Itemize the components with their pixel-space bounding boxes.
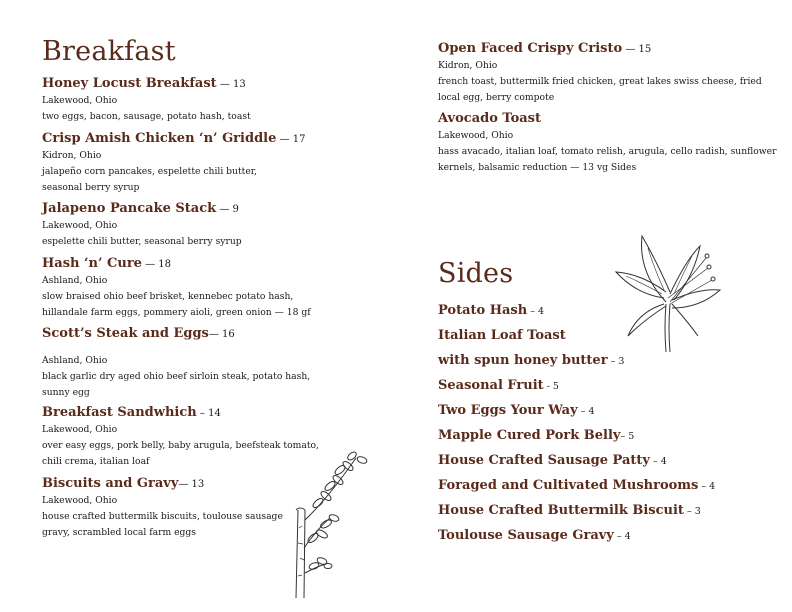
item-location: Lakewood, Ohio: [42, 220, 118, 231]
menu-item-crisp-amish-chicken: [42, 131, 305, 196]
item-price: — 15: [622, 44, 652, 55]
item-location: Ashland, Ohio: [42, 275, 108, 286]
item-description: slow braised ohio beef brisket, kennebec potato hash,: [42, 291, 294, 302]
item-description: two eggs, bacon, sausage, potato hash, toast: [42, 111, 251, 122]
leafy-branch-sketch: [278, 448, 368, 598]
item-name: Scott’s Steak and Eggs: [42, 326, 209, 341]
item-description: sunny egg: [42, 387, 90, 398]
item-price: — 9: [216, 204, 239, 215]
item-price: – 14: [196, 408, 221, 419]
item-description: kernels, balsamic reduction — 13 vg Sides: [438, 162, 637, 173]
item-description: hass avacado, italian loaf, tomato relish, arugula, cello radish, sunflower: [438, 146, 777, 157]
sides-heading: Sides: [438, 258, 514, 289]
item-name: Hash ‘n’ Cure: [42, 256, 142, 271]
menu-item-avocado-toast: [438, 111, 776, 176]
menu-item-hash-n-cure: [42, 256, 311, 321]
item-price: — 16: [208, 329, 235, 340]
item-name: Breakfast Sandwhich: [42, 405, 197, 420]
side-item: Two Eggs Your Way – 4: [438, 403, 595, 418]
item-name: Biscuits and Gravy: [42, 476, 179, 491]
item-price: — 13: [216, 79, 246, 90]
item-description: house crafted buttermilk biscuits, toulouse sausage: [42, 511, 283, 522]
item-location: Lakewood, Ohio: [42, 495, 118, 506]
menu-item-biscuits-gravy: [42, 476, 283, 541]
side-item: House Crafted Buttermilk Biscuit – 3: [438, 503, 701, 518]
menu-item-open-faced-cristo: [438, 41, 762, 106]
menu-item-honey-locust: [42, 76, 251, 125]
item-description: french toast, buttermilk fried chicken, great lakes swiss cheese, fried: [438, 76, 762, 87]
item-name: Honey Locust Breakfast: [42, 76, 217, 91]
item-description: jalapeño corn pancakes, espelette chili butter,: [42, 166, 258, 177]
item-description: hillandale farm eggs, pommery aioli, green onion — 18 gf: [42, 307, 311, 318]
item-price: — 13: [178, 479, 205, 490]
menu-item-jalapeno-pancake: [42, 201, 242, 250]
menu-item-scotts-steak: [42, 326, 310, 401]
item-location: Kidron, Ohio: [438, 60, 498, 71]
side-item: Foraged and Cultivated Mushrooms – 4: [438, 478, 716, 493]
item-description: espelette chili butter, seasonal berry syrup: [42, 236, 242, 247]
item-location: Lakewood, Ohio: [438, 130, 514, 141]
item-price: — 17: [276, 134, 306, 145]
side-item: Potato Hash – 4: [438, 303, 545, 318]
item-name: Crisp Amish Chicken ‘n’ Griddle: [42, 131, 277, 146]
item-description: gravy, scrambled local farm eggs: [42, 527, 197, 538]
side-item: House Crafted Sausage Patty – 4: [438, 453, 667, 468]
item-location: Kidron, Ohio: [42, 150, 102, 161]
item-location: Ashland, Ohio: [42, 355, 108, 366]
side-item: Mapple Cured Pork Belly– 5: [438, 428, 635, 443]
flower-sketch: [608, 232, 728, 357]
side-item: Seasonal Fruit - 5: [438, 378, 559, 393]
item-name: Jalapeno Pancake Stack: [42, 201, 217, 216]
item-description: local egg, berry compote: [438, 92, 555, 103]
item-description: over easy eggs, pork belly, baby arugula, beefsteak tomato,: [42, 440, 319, 451]
side-item: with spun honey butter – 3: [438, 353, 625, 368]
item-price: — 18: [141, 259, 172, 270]
side-item: Italian Loaf Toast: [438, 328, 566, 343]
item-location: Lakewood, Ohio: [42, 95, 118, 106]
item-description: chili crema, italian loaf: [42, 456, 150, 467]
item-name: Avocado Toast: [438, 111, 542, 126]
item-name: Open Faced Crispy Cristo: [438, 41, 623, 56]
side-item: Toulouse Sausage Gravy – 4: [438, 528, 631, 543]
breakfast-heading: Breakfast: [42, 36, 176, 67]
item-description: seasonal berry syrup: [42, 182, 140, 193]
item-description: black garlic dry aged ohio beef sirloin steak, potato hash,: [42, 371, 311, 382]
item-location: Lakewood, Ohio: [42, 424, 118, 435]
